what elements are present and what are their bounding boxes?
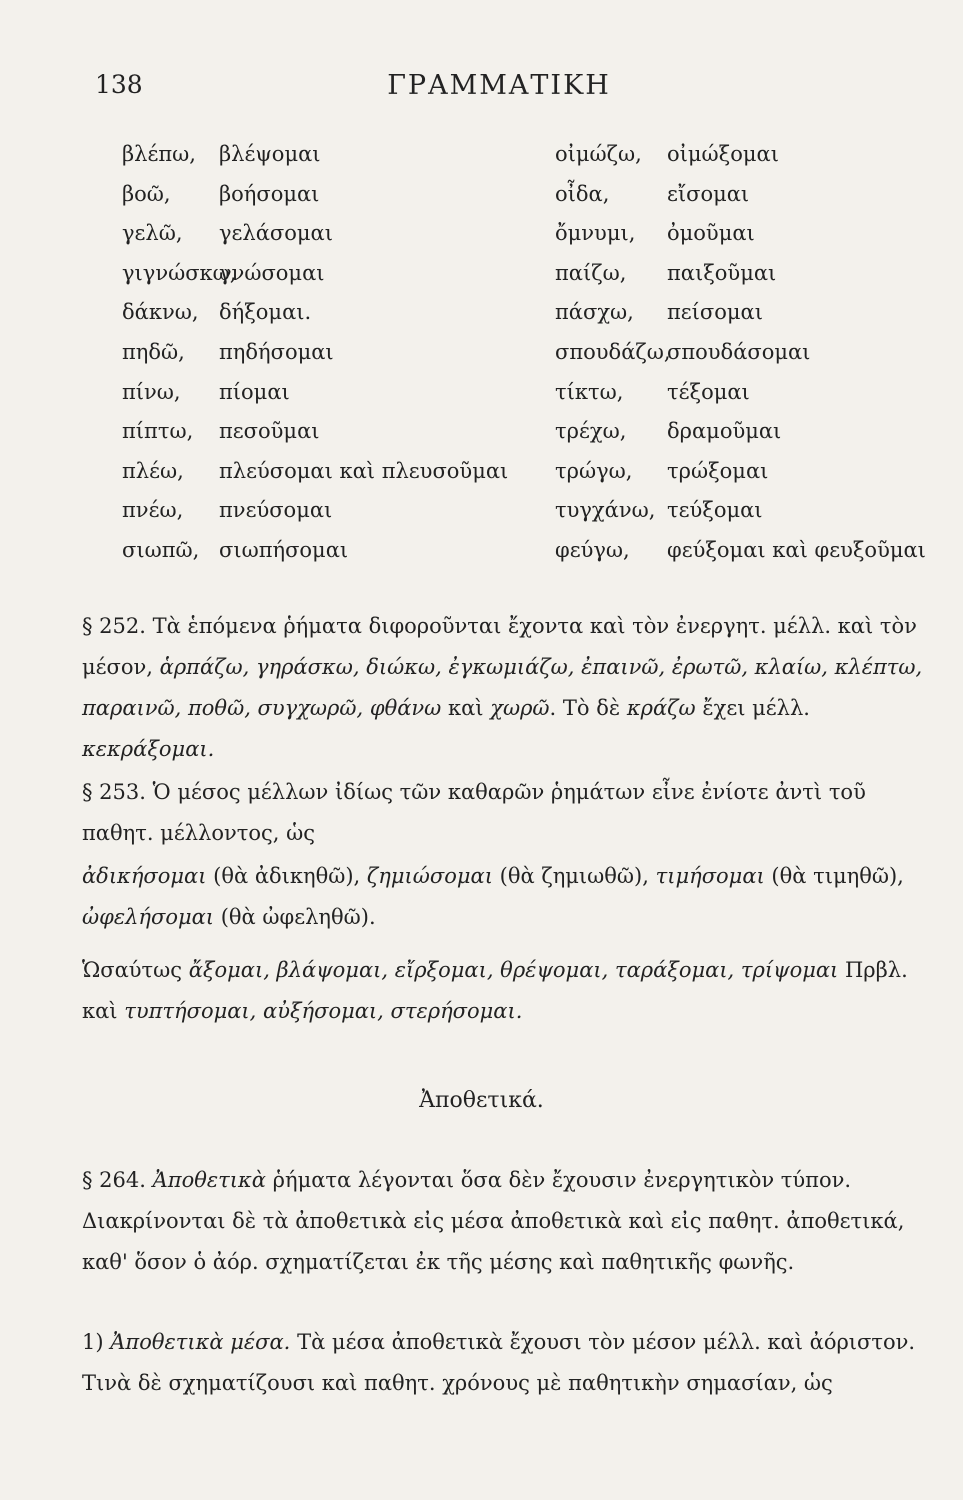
future-form: ὀμοῦμαι [667, 221, 755, 246]
verb-row [555, 531, 945, 571]
example-form: τιμήσομαι [655, 864, 765, 888]
p264-text-cont: καθ' ὅσον ὁ ἀόρ. σχηματίζεται ἐκ τῆς μέσης καὶ παθητικῆς φωνῆς. [82, 1250, 795, 1274]
verb-row [555, 135, 945, 175]
middle-deponents-term: Ἀποθετικὰ μέσα. [110, 1330, 291, 1354]
present-form: γελῶ, [122, 221, 183, 246]
page-number: 138 [95, 70, 143, 99]
verb-row [122, 175, 522, 215]
verb-row [555, 452, 945, 492]
future-form: εἴσομαι [667, 181, 750, 206]
p253-text: § 253. Ὁ μέσος μέλλων ἰδίως τῶν καθαρῶν ῥημάτων εἶνε ἐνίοτε ἀντὶ τοῦ παθητ. μέλλοντος, ὡς [82, 780, 866, 845]
future-form: γελάσομαι [219, 221, 333, 246]
future-form: δραμοῦμαι [667, 419, 782, 444]
verb-row [122, 491, 522, 531]
p252-krazo: κράζω [626, 696, 696, 720]
verb-list-right [555, 135, 945, 571]
paragraph-similarly [82, 950, 925, 1032]
future-form: πηδήσομαι [219, 339, 334, 364]
verb-list-left [122, 135, 522, 571]
section-heading: Ἀποθετικά. [419, 1088, 544, 1113]
present-form: ὄμνυμι, [555, 221, 636, 246]
verb-row [122, 452, 522, 492]
future-form: σπουδάσομαι [667, 339, 811, 364]
present-form: βλέπω, [122, 142, 196, 166]
present-form: πίνω, [122, 379, 181, 404]
p252-intro: § 252. Τὰ ἑπόμενα ῥήματα διφοροῦνται ἔχοντα καὶ τὸν ἐνεργητ. μέλλ. καὶ τὸν μέσον, [82, 614, 917, 679]
future-form: πίομαι [219, 379, 290, 404]
list-number: 1) [82, 1330, 104, 1354]
present-form: οἶδα, [555, 181, 610, 206]
verb-row [555, 373, 945, 413]
verb-row [555, 491, 945, 531]
verb-row [122, 333, 522, 373]
paragraph-examples [82, 856, 925, 938]
p252-kekraxomai: κεκράξομαι. [82, 737, 215, 761]
verb-row [122, 293, 522, 333]
future-form: φεύξομαι καὶ φευξοῦμαι [667, 537, 926, 562]
verb-row [555, 293, 945, 333]
verb-row [555, 214, 945, 254]
example-gloss: (θὰ τιμηθῶ), [771, 864, 904, 888]
similarly-word: Ὡσαύτως [82, 958, 183, 982]
compare-forms: τυπτήσομαι, αὐξήσομαι, στερήσομαι. [124, 999, 523, 1023]
future-form: βοήσομαι [219, 181, 320, 206]
future-form: βλέψομαι [219, 142, 321, 166]
future-form: πλεύσομαι καὶ πλευσοῦμαι [219, 458, 509, 483]
p264-number: § 264. [82, 1168, 146, 1192]
paragraph-252 [82, 606, 925, 770]
present-form: σπουδάζω, [555, 339, 671, 364]
present-form: παίζω, [555, 260, 627, 285]
future-form: δήξομαι. [219, 300, 312, 325]
future-form: παιξοῦμαι [667, 260, 777, 285]
future-form: πείσομαι [667, 300, 763, 325]
p252-has-future: ἔχει μέλλ. [702, 696, 810, 720]
present-form: βοῶ, [122, 181, 171, 206]
future-form: πεσοῦμαι [219, 419, 320, 444]
paragraph-264 [82, 1160, 925, 1283]
similarly-forms: ἄξομαι, βλάψομαι, εἴρξομαι, θρέψομαι, ταράξομαι, τρίψομαι [188, 958, 839, 982]
present-form: τρώγω, [555, 458, 633, 483]
present-form: τυγχάνω, [555, 498, 656, 523]
present-form: πλέω, [122, 458, 184, 483]
future-form: τρώξομαι [667, 458, 769, 483]
p252-verb-list: ἁρπάζω, γηράσκω, διώκω, ἐγκωμιάζω, ἐπαινῶ, ἐρωτῶ, κλαίω, κλέπτω, παραινῶ, ποθῶ, συγχωρῶ, φθάνω [82, 655, 923, 720]
example-gloss: (θὰ ζημιωθῶ), [499, 864, 649, 888]
present-form: οἰμώζω, [555, 142, 642, 166]
verb-row [555, 333, 945, 373]
page-header [95, 70, 903, 110]
future-form: σιωπήσομαι [219, 537, 349, 562]
middle-deponents-text: Τὰ μέσα ἀποθετικὰ ἔχουσι τὸν μέσον μέλλ. καὶ ἀόριστον. Τινὰ δὲ σχηματίζουσι καὶ παθητ. χρόνους μὲ παθητικὴν σημασίαν, ὡς [82, 1330, 916, 1395]
present-form: πάσχω, [555, 300, 634, 325]
p264-text: ῥήματα λέγονται ὅσα δὲν ἔχουσιν ἐνεργητικὸν τύπον. Διακρίνονται δὲ τὰ ἀποθετικὰ εἰς μέσα ἀποθετικὰ καὶ εἰς παθητ. ἀποθετικά, [82, 1168, 905, 1233]
verb-row [122, 135, 522, 175]
p252-and: καὶ [447, 696, 484, 720]
compare-label: Πρβλ. καὶ [82, 958, 908, 1023]
present-form: πνέω, [122, 498, 184, 523]
present-form: φεύγω, [555, 537, 630, 562]
p252-then: . Τὸ δὲ [549, 696, 621, 720]
present-form: πίπτω, [122, 419, 194, 444]
future-form: τέξομαι [667, 379, 750, 404]
present-form: τίκτω, [555, 379, 624, 404]
verb-row [122, 254, 522, 294]
paragraph-middle-deponents [82, 1322, 925, 1404]
example-form: ζημιώσομαι [366, 864, 493, 888]
present-form: σιωπῶ, [122, 537, 200, 562]
verb-row [555, 254, 945, 294]
paragraph-253 [82, 772, 925, 854]
example-form: ἀδικήσομαι [82, 864, 207, 888]
present-form: τρέχω, [555, 419, 627, 444]
future-form: οἰμώξομαι [667, 142, 779, 166]
running-title: ΓΡΑΜΜΑΤΙΚΗ [387, 70, 611, 101]
future-form: γνώσομαι [219, 260, 325, 285]
verb-row [122, 373, 522, 413]
verb-row [122, 412, 522, 452]
example-gloss: (θὰ ὠφεληθῶ). [220, 905, 376, 929]
future-form: τεύξομαι [667, 498, 763, 523]
verb-row [555, 412, 945, 452]
present-form: δάκνω, [122, 300, 199, 325]
present-form: πηδῶ, [122, 339, 185, 364]
future-form: πνεύσομαι [219, 498, 333, 523]
p264-term: Ἀποθετικὰ [152, 1168, 266, 1192]
example-gloss: (θὰ ἀδικηθῶ), [213, 864, 361, 888]
p252-last-verb: χωρῶ [490, 696, 550, 720]
verb-row [555, 175, 945, 215]
example-form: ὠφελήσομαι [82, 905, 215, 929]
verb-row [122, 531, 522, 571]
present-form: γιγνώσκω, [122, 260, 237, 285]
verb-row [122, 214, 522, 254]
